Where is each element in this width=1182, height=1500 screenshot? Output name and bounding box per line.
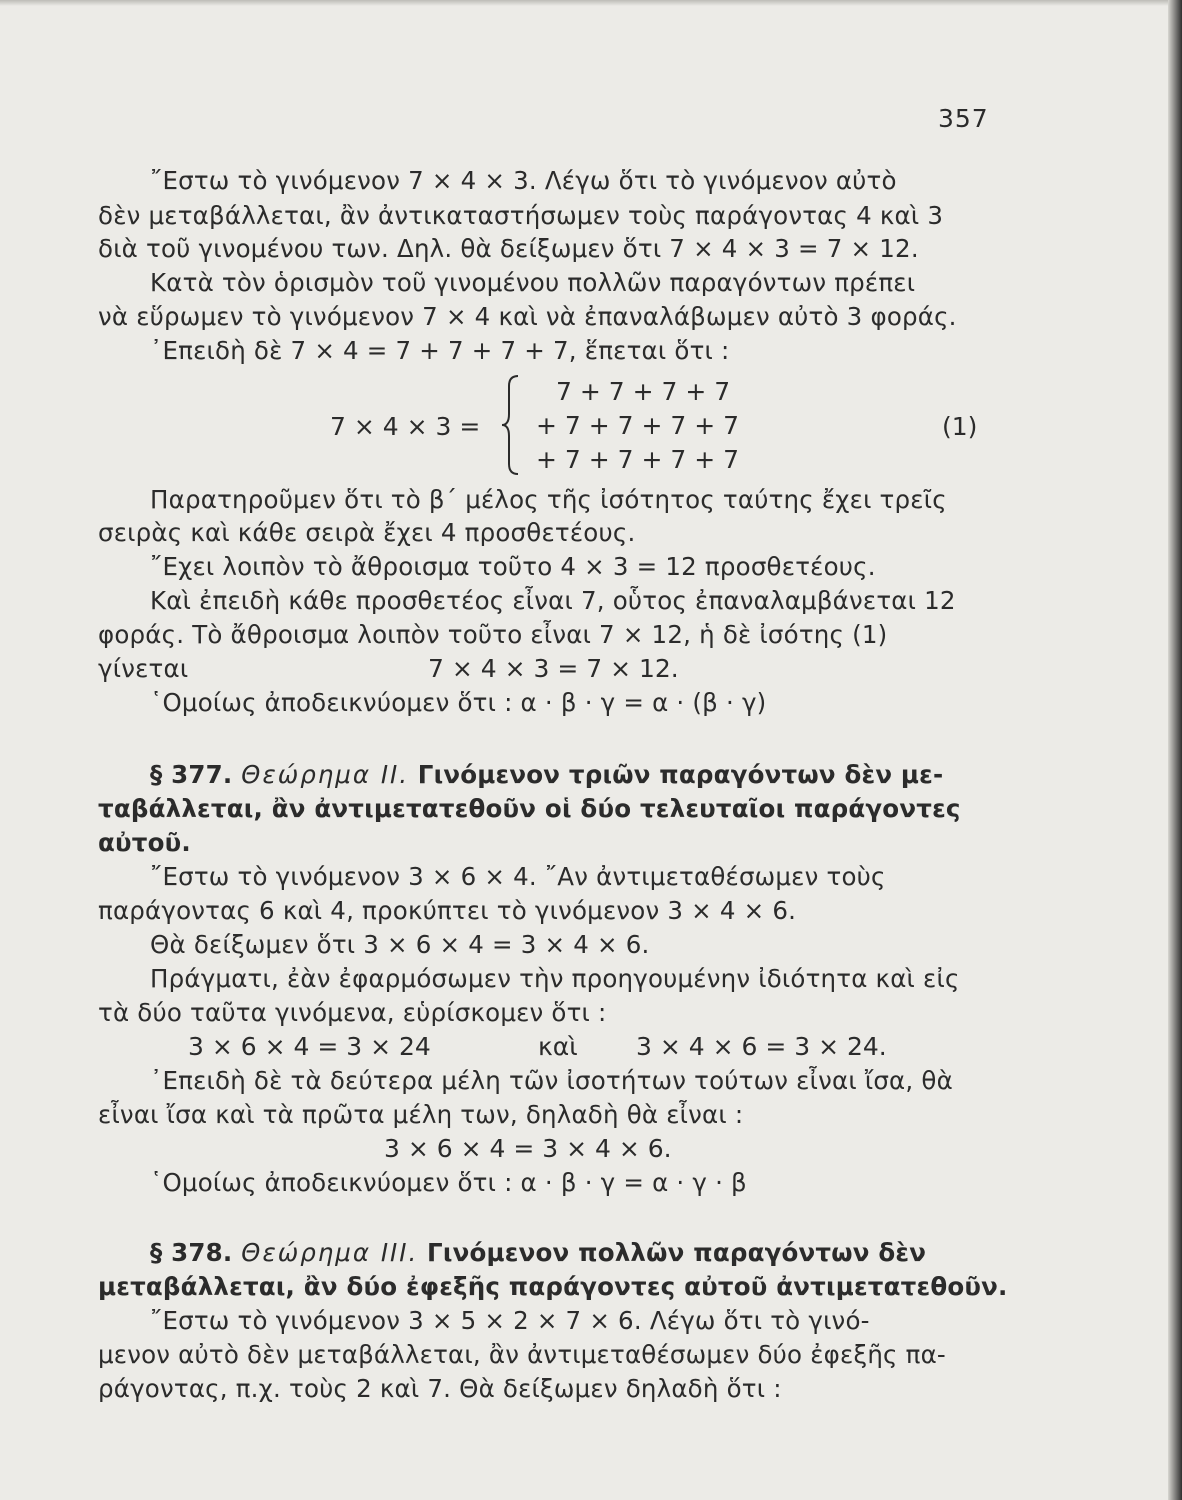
section-heading-378 [150, 1236, 978, 1270]
text-line: ῎Εστω τὸ γινόμενον 7 × 4 × 3. Λέγω ὅτι τὸ γινόμενον αὐτὸ [150, 166, 897, 195]
section-title-cont: αὐτοῦ. [98, 828, 191, 857]
theorem-label: Θεώρημα ΙΙΙ. [241, 1238, 419, 1267]
text-line: ράγοντας, π.χ. τοὺς 2 καὶ 7. Θὰ δείξωμεν δηλαδὴ ὅτι : [98, 1374, 782, 1403]
equation-lhs: 7 × 4 × 3 = [330, 412, 481, 441]
left-brace-icon [500, 374, 522, 476]
text-line: σειρὰς καὶ κάθε σειρὰ ἔχει 4 προσθετέους. [98, 518, 636, 547]
text-line: γίνεται [98, 654, 189, 683]
text-line: φοράς. Τὸ ἄθροισμα λοιπὸν τοῦτο εἶναι 7 × 12, ἡ δὲ ἰσότης (1) [98, 620, 888, 649]
text-line: ῎Εστω τὸ γινόμενον 3 × 6 × 4. ῎Αν ἀντιμεταθέσωμεν τοὺς [150, 862, 886, 891]
equation-row: 7 + 7 + 7 + 7 [556, 377, 731, 406]
book-spine-shadow [1168, 0, 1182, 1500]
equation-row: + 7 + 7 + 7 + 7 [536, 445, 740, 474]
equation-right: 3 × 4 × 6 = 3 × 24. [636, 1032, 887, 1061]
text-line: διὰ τοῦ γινομένου των. Δηλ. θὰ δείξωμεν ὅτι 7 × 4 × 3 = 7 × 12. [98, 234, 919, 263]
equation-conjunction: καὶ [538, 1032, 578, 1061]
text-line: νὰ εὕρωμεν τὸ γινόμενον 7 × 4 καὶ νὰ ἐπαναλάβωμεν αὐτὸ 3 φοράς. [98, 302, 957, 331]
equation-centered: 3 × 6 × 4 = 3 × 4 × 6. [384, 1134, 672, 1163]
text-line: δὲν μεταβάλλεται, ἂν ἀντικαταστήσωμεν τοὺς παράγοντας 4 καὶ 3 [98, 201, 944, 230]
section-number: § 377. [150, 760, 233, 789]
text-line: Πράγματι, ἐὰν ἐφαρμόσωμεν τὴν προηγουμένην ἰδιότητα καὶ εἰς [150, 964, 960, 993]
text-line: μενον αὐτὸ δὲν μεταβάλλεται, ἂν ἀντιμεταθέσωμεν δύο ἐφεξῆς πα- [98, 1340, 946, 1369]
text-line: παράγοντας 6 καὶ 4, προκύπτει τὸ γινόμενον 3 × 4 × 6. [98, 896, 797, 925]
text-line: Καὶ ἐπειδὴ κάθε προσθετέος εἶναι 7, οὗτος ἐπαναλαμβάνεται 12 [150, 586, 956, 615]
text-line: Παρατηροῦμεν ὅτι τὸ β΄ μέλος τῆς ἰσότητος ταύτης ἔχει τρεῖς [150, 485, 947, 514]
equation-label: (1) [942, 412, 978, 441]
section-title-cont: ταβάλλεται, ἂν ἀντιμετατεθοῦν οἱ δύο τελευταῖοι παράγοντες [98, 794, 961, 823]
text-line: ῎Εχει λοιπὸν τὸ ἄθροισμα τοῦτο 4 × 3 = 12 προσθετέους. [150, 552, 876, 581]
equation-inline: 7 × 4 × 3 = 7 × 12. [428, 654, 679, 683]
section-title-cont: μεταβάλλεται, ἂν δύο ἐφεξῆς παράγοντες αὐτοῦ ἀντιμετατεθοῦν. [98, 1272, 1008, 1301]
text-line: ῾Ομοίως ἀποδεικνύομεν ὅτι : α · β · γ = α · (β · γ) [150, 688, 767, 717]
text-line: ᾿Επειδὴ δὲ τὰ δεύτερα μέλη τῶν ἰσοτήτων τούτων εἶναι ἴσα, θὰ [150, 1066, 953, 1095]
text-line: ῎Εστω τὸ γινόμενον 3 × 5 × 2 × 7 × 6. Λέγω ὅτι τὸ γινό- [150, 1306, 870, 1335]
section-title: Γινόμενον πολλῶν παραγόντων δὲν [427, 1238, 927, 1267]
section-title: Γινόμενον τριῶν παραγόντων δὲν με- [417, 760, 944, 789]
page-number: 357 [938, 104, 989, 133]
text-line: Κατὰ τὸν ὁρισμὸν τοῦ γινομένου πολλῶν παραγόντων πρέπει [150, 268, 916, 297]
text-line: ῾Ομοίως ἀποδεικνύομεν ὅτι : α · β · γ = α · γ · β [150, 1168, 747, 1197]
section-number: § 378. [150, 1238, 233, 1267]
equation-row: + 7 + 7 + 7 + 7 [536, 411, 740, 440]
section-heading-377 [150, 758, 978, 792]
text-line: ᾿Επειδὴ δὲ 7 × 4 = 7 + 7 + 7 + 7, ἕπεται ὅτι : [150, 336, 730, 365]
text-line: τὰ δύο ταῦτα γινόμενα, εὑρίσκομεν ὅτι : [98, 998, 607, 1027]
text-line: εἶναι ἴσα καὶ τὰ πρῶτα μέλη των, δηλαδὴ θὰ εἶναι : [98, 1100, 744, 1129]
page-top-shadow [0, 0, 1168, 6]
text-line: Θὰ δείξωμεν ὅτι 3 × 6 × 4 = 3 × 4 × 6. [150, 930, 650, 959]
equation-left: 3 × 6 × 4 = 3 × 24 [188, 1032, 431, 1061]
theorem-label: Θεώρημα ΙΙ. [241, 760, 410, 789]
